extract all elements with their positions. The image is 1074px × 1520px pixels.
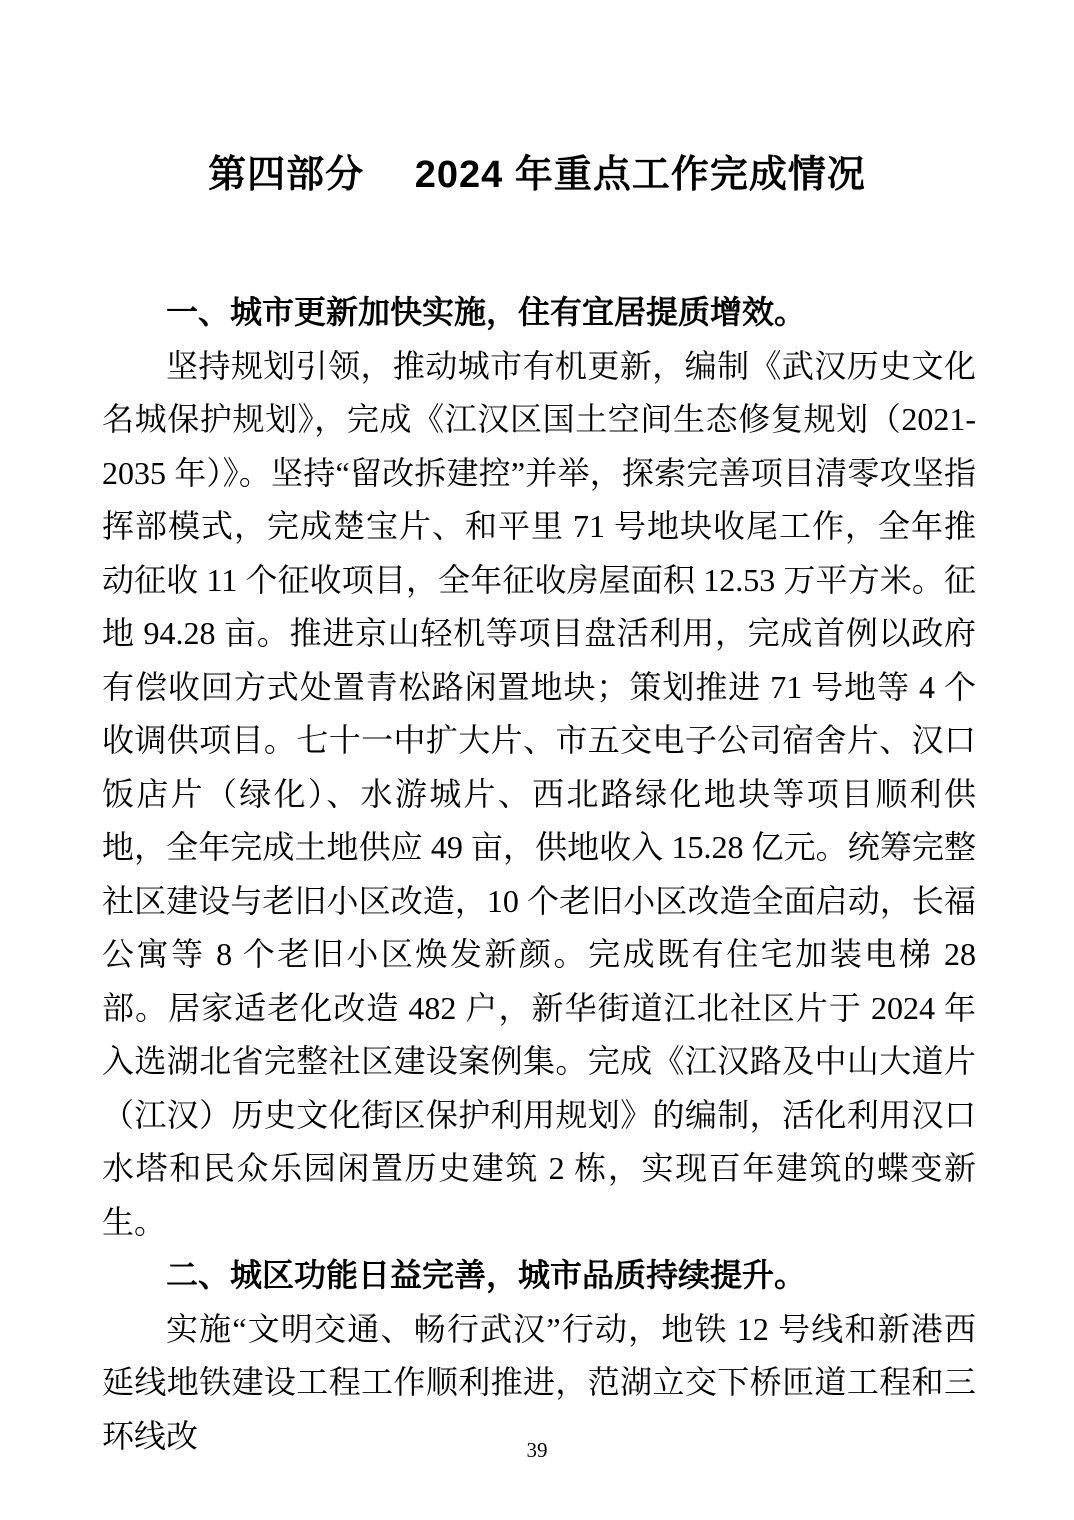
page-number: 39 (526, 1438, 548, 1462)
section-2-heading: 二、城区功能日益完善，城市品质持续提升。 (166, 1257, 807, 1293)
page-title: 第四部分 2024 年重点工作完成情况 (208, 154, 866, 196)
section-1-heading: 一、城市更新加快实施，住有宜居提质增效。 (166, 294, 807, 330)
document-body (102, 286, 976, 1463)
section-2-paragraph: 实施“文明交通、畅行武汉”行动，地铁 12 号线和新港西延线地铁建设工程工作顺利推进，范湖立交下桥匝道工程和三环线改 (102, 1310, 976, 1454)
section-1-paragraph: 坚持规划引领，推动城市有机更新，编制《武汉历史文化名城保护规划》，完成《江汉区国土空间生态修复规划（2021-2035 年）》。坚持“留改拆建控”并举，探索完善项目清零攻坚指挥部模式，完成楚宝片、和平里 71 号地块收尾工作，全年推动征收 11 个征收项目，全年征收房屋面积 12.53 万平方米。征地 94.28 亩。推进京山轻机等项目盘活利用，完成首例以政府有偿收回方式处置青松路闲置地块；策划推进 71 号地等 4 个收调供项目。七十一中扩大片、市五交电子公司宿舍片、汉口饭店片（绿化）、水游城片、西北路绿化地块等项目顺利供地，全年完成土地供应 49 亩，供地收入 15.28 亿元。统筹完整社区建设与老旧小区改造，10 个老旧小区改造全面启动，长福公寓等 8 个老旧小区焕发新颜。完成既有住宅加装电梯 28 部。居家适老化改造 482 户，新华街道江北社区片于 2024 年入选湖北省完整社区建设案例集。完成《江汉路及中山大道片（江汉）历史文化街区保护利用规划》的编制，活化利用汉口水塔和民众乐园闲置历史建筑 2 栋，实现百年建筑的蝶变新生。 (102, 347, 976, 1240)
